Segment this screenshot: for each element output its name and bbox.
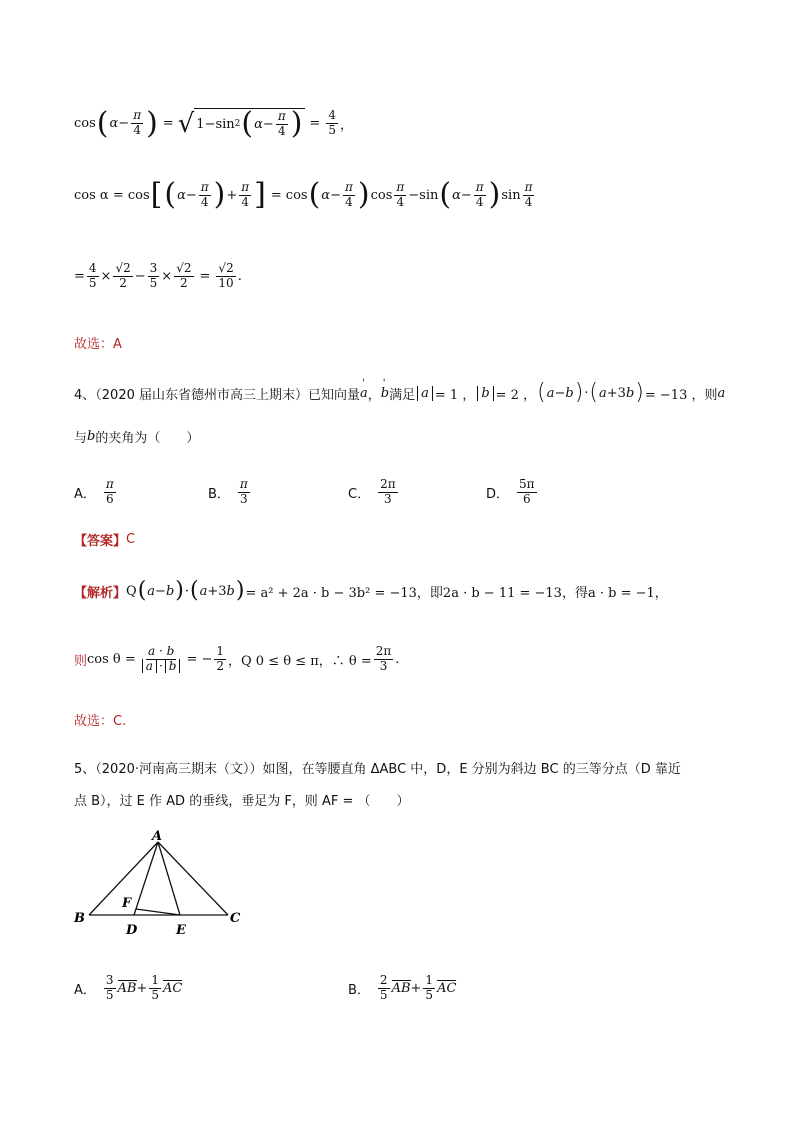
satisfy-text: 满足: [389, 387, 416, 403]
analysis-line-2: 则 cos θ = $\frac{a \cdot b}{a \cdot b}$ = − $\frac{1}{2}$ ，Q 0 ≤ θ ≤ π，∴ θ = $\frac{2\pi}{3}$ .: [74, 644, 400, 673]
pi-over-4-fraction: $\frac{\pi}{4}$: [133, 108, 142, 137]
cos-theta: cos θ =: [87, 651, 136, 667]
label-B: B: [74, 911, 85, 926]
q4-prefix: 4、（2020 届山东省德州市高三上期末）已知向量: [74, 387, 360, 403]
q5-option-a: A． $\frac{3}{5}$ AB + $\frac{1}{5}$ AC: [74, 973, 183, 1002]
option-b: B． $\frac{\pi}{3}$: [208, 477, 248, 506]
comma: ，: [367, 387, 381, 403]
cos-fraction: $\frac{a \cdot b}{a \cdot b}$: [138, 645, 185, 674]
question-5-line-1: 5、（2020·河南高三期末（文））如图，在等腰直角 ΔABC 中，D，E 分别为斜边 BC 的三等分点（D 靠近: [74, 762, 681, 777]
plus-sign: +: [226, 187, 238, 203]
abs-b: b: [477, 386, 493, 401]
four-fifths-fraction: $\frac{4}{5}$: [328, 108, 336, 137]
equation-step: 2a · b − 11 = −13，得: [442, 585, 588, 601]
label-A: A: [152, 830, 163, 844]
one-text: 1: [196, 116, 205, 132]
sqrt-expression: √ 1 − sin 2 ( α − $\frac{\pi}{4}$ ): [178, 108, 306, 139]
q5-option-b: B． $\frac{2}{5}$ AB + $\frac{1}{5}$ AC: [348, 973, 457, 1002]
minus-sign: −: [118, 116, 130, 131]
analysis-line-1: 【解析】 Q ( a − b ) · ( a +3 b ) = a² + 2a · b − 3b² = −13，即 2a · b − 11 = −13，得 a · b = −1，: [74, 578, 668, 603]
cond-1: = 1 ，: [434, 387, 476, 403]
alpha-symbol: α: [254, 116, 263, 132]
triangle-figure: [70, 830, 260, 940]
alpha-symbol: α: [109, 116, 119, 131]
equals-sign: =: [199, 268, 211, 284]
formula-line-3: = $\frac{4}{5}$ × $\frac{√2}{2}$ − $\frac{3}{5}$ × $\frac{√2}{2}$ = $\frac{√2}{10}$ .: [74, 261, 242, 290]
cos-text: cos: [285, 187, 308, 203]
answer-q4: 【答案】 C: [74, 532, 136, 549]
cond-2: = 2 ，: [495, 387, 537, 403]
option-c: C． $\frac{2\pi}{3}$: [348, 477, 396, 506]
with-text: 与: [74, 431, 88, 446]
minus-sign: −: [204, 116, 216, 132]
sin-text: sin: [501, 187, 521, 203]
sin-text: sin: [419, 187, 439, 203]
comma: ，: [339, 118, 353, 133]
answer-q4-final: 故选：C.: [74, 714, 127, 729]
equals-sign: =: [309, 116, 321, 131]
times-sign: ×: [100, 268, 112, 284]
question-4-line-1: 4、（2020 届山东省德州市高三上期末）已知向量 ' a ， ' b 满足 a = 1 ， b = 2 ， ( a − b ) · ( a +3 b ) = −13 ，则 a: [74, 382, 725, 404]
cos-text: cos: [74, 116, 96, 131]
abs-a: a: [417, 386, 433, 401]
formula-line-2: cos α = cos [ ( α − $\frac{\pi}{4}$ ) + $\frac{\pi}{4}$ ] = cos ( α − $\frac{\pi}{4}$ ) cos $\frac{\pi}{4}$ − sin ( α − $\frac{\pi}{4}$ ) sin $\frac{\pi}{4}$: [74, 177, 533, 212]
formula-line-1: cos ( α − $\frac{\pi}{4}$ ) = √ 1 − sin 2 ( α − $\frac{\pi}{4}$ ) = $\frac{4}{5}$ ，: [74, 105, 353, 141]
sin-text: sin: [215, 116, 235, 132]
dot-result: a · b = −1，: [587, 585, 668, 601]
minus-sign: −: [262, 116, 274, 132]
option-d: D． $\frac{5\pi}{6}$: [486, 477, 535, 506]
answer-q3: 故选：A: [74, 337, 122, 352]
expansion: = a² + 2a · b − 3b² = −13，即: [245, 585, 443, 601]
angle-question: 的夹角为（ ）: [95, 431, 200, 446]
cond-3: = −13 ，则: [644, 387, 718, 403]
times-sign: ×: [161, 268, 173, 284]
vector-a: ' a: [360, 386, 368, 401]
cos-text: cos: [370, 187, 393, 203]
exp-2: 2: [234, 119, 241, 129]
equals-sign: =: [74, 268, 85, 284]
vector-b: ' b: [381, 386, 389, 401]
theta-range: ，Q 0 ≤ θ ≤ π，∴ θ =: [228, 653, 372, 669]
equals-sign: =: [270, 187, 282, 203]
cos-alpha-lhs: cos α = cos: [74, 187, 150, 203]
label-C: C: [230, 911, 241, 926]
equals-sign: =: [162, 116, 174, 131]
label-D: D: [126, 923, 138, 938]
option-a: A． $\frac{\pi}{6}$: [74, 477, 114, 506]
label-F: F: [122, 896, 132, 911]
question-5-line-2: 点 B），过 E 作 AD 的垂线，垂足为 F，则 AF = （ ）: [74, 794, 410, 809]
label-E: E: [176, 923, 186, 938]
question-4-line-2: 与 b 的夹角为（ ）: [74, 429, 200, 446]
